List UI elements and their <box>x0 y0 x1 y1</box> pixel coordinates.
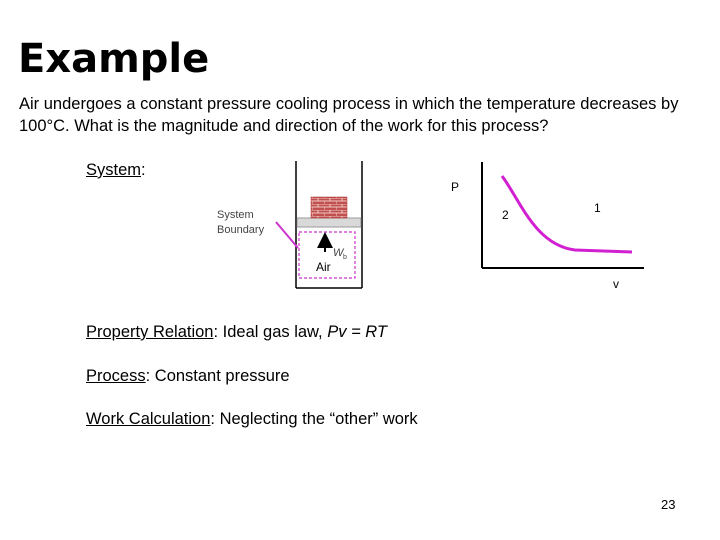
property-relation-line <box>86 323 387 342</box>
page-number: 23 <box>661 497 676 512</box>
question-text: Air undergoes a constant pressure cooling process in which the temperature decreases by 100°C. What is the magnitude and direction of the work for this process? <box>19 95 679 135</box>
process-curve <box>502 176 632 252</box>
v-axis-label: v <box>613 277 619 291</box>
pv-plot <box>451 162 644 291</box>
brick-weight <box>311 197 347 218</box>
boundary-pointer-line <box>276 222 298 248</box>
work-subscript: b <box>343 254 347 261</box>
work-calculation-text: : Neglecting the “other” work <box>210 410 418 428</box>
system-colon: : <box>141 161 146 179</box>
state-2-label: 2 <box>502 208 509 222</box>
system-boundary-label-2: Boundary <box>217 224 265 236</box>
process-label: Process <box>86 367 146 385</box>
system-boundary-label-1: System <box>217 209 254 221</box>
work-label: W <box>333 247 344 259</box>
ideal-gas-equation: Pv = RT <box>327 323 387 341</box>
process-line <box>86 367 290 386</box>
work-calculation-line <box>86 410 418 429</box>
process-text: : Constant pressure <box>145 367 290 385</box>
system-label: System <box>86 161 142 179</box>
gas-label: Air <box>316 260 331 274</box>
state-1-label: 1 <box>594 201 601 215</box>
work-calculation-label: Work Calculation <box>86 410 211 428</box>
piston <box>297 218 361 227</box>
slide-title: Example <box>18 36 210 82</box>
property-relation-label: Property Relation <box>86 323 214 341</box>
p-axis-label: P <box>451 180 460 194</box>
property-relation-text: : Ideal gas law, <box>213 323 328 341</box>
